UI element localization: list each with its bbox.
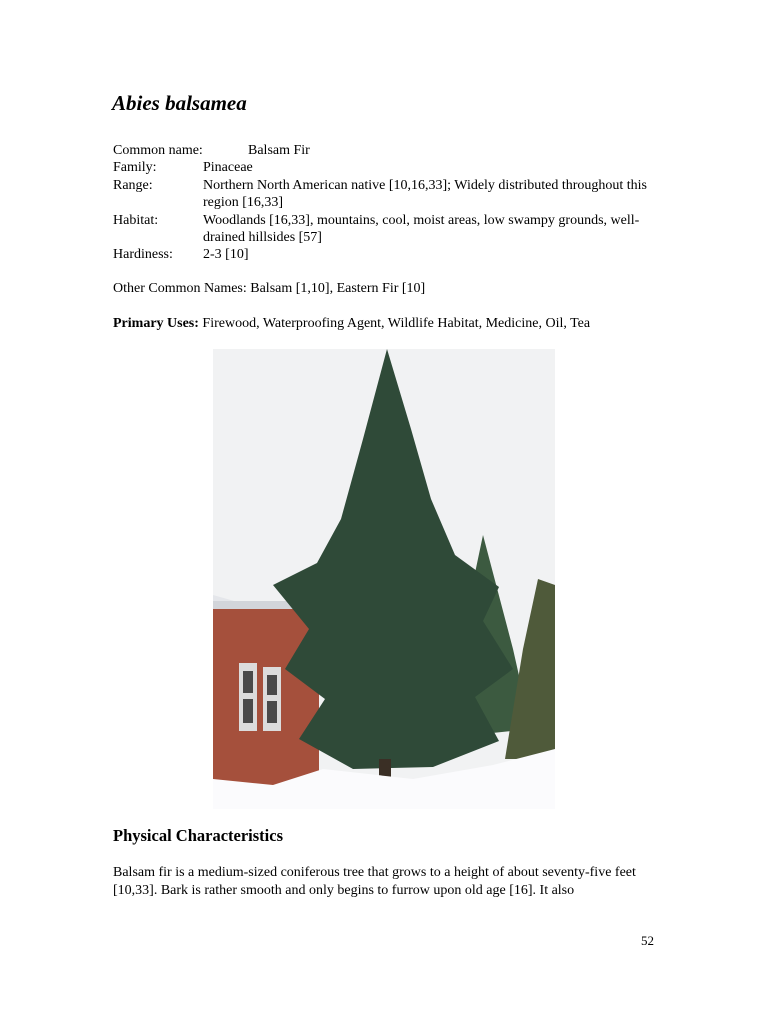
- primary-uses-value: Firewood, Waterproofing Agent, Wildlife Habitat, Medicine, Oil, Tea: [198, 316, 591, 331]
- window-pane: [243, 699, 253, 723]
- fact-label: Habitat:: [113, 212, 159, 228]
- fact-value: Pinaceae: [203, 160, 253, 176]
- primary-uses: [113, 316, 590, 332]
- fact-label: Hardiness:: [113, 247, 173, 263]
- fact-value: Balsam Fir: [248, 143, 310, 158]
- fact-row-family: [113, 159, 698, 176]
- balsam-fir-photo: [213, 349, 555, 809]
- fact-label: Common name:: [113, 143, 203, 158]
- plant-facts-list: [113, 142, 698, 264]
- page-number: 52: [641, 933, 654, 948]
- document-title: Abies balsamea: [112, 91, 247, 115]
- window-pane: [267, 701, 277, 723]
- fact-row-habitat: [113, 212, 698, 247]
- window-pane: [243, 671, 253, 693]
- fact-row-common-name: [113, 142, 698, 159]
- fact-value: Northern North American native [10,16,33]; Widely distributed throughout this region [16,33]: [203, 177, 647, 211]
- primary-uses-label: Primary Uses:: [113, 316, 199, 331]
- fact-value: Woodlands [16,33], mountains, cool, moist areas, low swampy grounds, well-drained hillsides [57]: [203, 212, 640, 246]
- fact-row-range: [113, 177, 698, 212]
- section-heading: Physical Characteristics: [113, 826, 284, 845]
- body-paragraph: Balsam fir is a medium-sized coniferous tree that grows to a height of about seventy-five feet [10,33]. Bark is rather smooth and only begins to furrow upon old age [16]. It also: [113, 865, 636, 898]
- fact-row-hardiness: [113, 246, 698, 263]
- other-common-names: Other Common Names: Balsam [1,10], Eastern Fir [10]: [113, 281, 426, 296]
- fact-value: 2-3 [10]: [203, 247, 249, 263]
- fact-label: Family:: [113, 160, 157, 176]
- window-pane: [267, 675, 277, 695]
- fact-label: Range:: [113, 177, 153, 193]
